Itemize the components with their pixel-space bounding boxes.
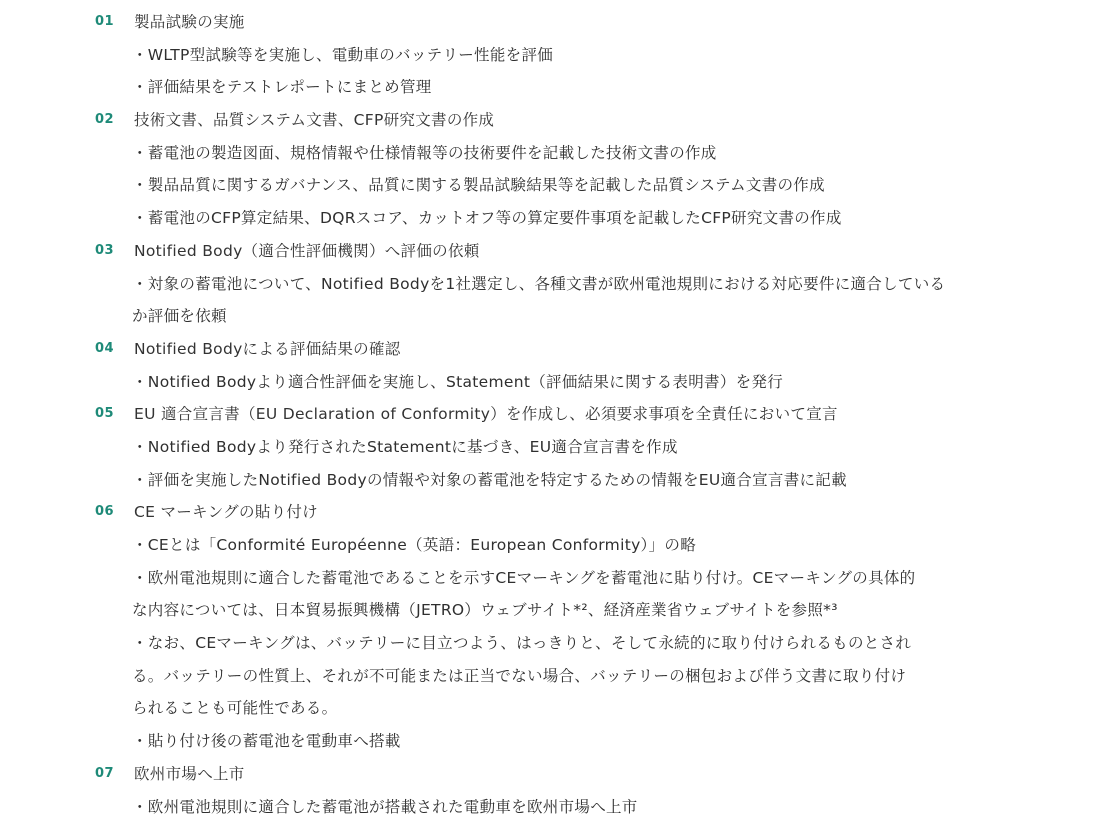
- step-title: Notified Bodyによる評価結果の確認: [134, 339, 401, 358]
- step-03-bullet: [0, 268, 1093, 301]
- bullet-text: ・Notified Bodyより適合性評価を実施し、Statement（評価結果に関する表明書）を発行: [132, 372, 784, 391]
- bullet-text: ・WLTP型試験等を実施し、電動車のバッテリー性能を評価: [132, 45, 554, 64]
- step-06-bullet: [0, 660, 1093, 693]
- step-06-bullet: [0, 529, 1093, 562]
- step-03-header: [0, 235, 1093, 268]
- bullet-text: られることも可能性である。: [132, 699, 338, 718]
- bullet-text: ・CEとは「Conformité Européenne（英語：European Conformity）」の略: [132, 536, 696, 554]
- step-number: 04: [95, 340, 115, 356]
- bullet-text: か評価を依頼: [132, 307, 227, 326]
- bullet-text: ・蓄電池のCFP算定結果、DQRスコア、カットオフ等の算定要件事項を記載したCFP研究文書の作成: [132, 209, 842, 228]
- bullet-text: ・評価を実施したNotified Bodyの情報や対象の蓄電池を特定するための情報をEU適合宣言書に記載: [132, 470, 847, 489]
- step-07-bullet: [0, 791, 1093, 824]
- step-05-bullet: [0, 431, 1093, 464]
- step-05-bullet: [0, 464, 1093, 497]
- step-title: 技術文書、品質システム文書、CFP研究文書の作成: [134, 111, 495, 130]
- bullet-text: ・蓄電池の製造図面、規格情報や仕様情報等の技術要件を記載した技術文書の作成: [132, 143, 717, 162]
- bullet-text: ・欧州電池規則に適合した蓄電池が搭載された電動車を欧州市場へ上市: [132, 797, 638, 816]
- step-01-header: [0, 6, 1093, 39]
- step-title: EU 適合宣言書（EU Declaration of Conformity）を作成し、必須要求事項を全責任において宣言: [134, 405, 838, 424]
- bullet-text: ・貼り付け後の蓄電池を電動車へ搭載: [132, 732, 401, 751]
- bullet-text: ・評価結果をテストレポートにまとめ管理: [132, 78, 432, 97]
- step-01-bullet: [0, 71, 1093, 104]
- step-title: CE マーキングの貼り付け: [134, 503, 318, 522]
- step-01-bullet: [0, 39, 1093, 72]
- step-03-bullet: [0, 300, 1093, 333]
- bullet-text: ・なお、CEマーキングは、バッテリーに目立つよう、はっきりと、そして永続的に取り付けられるものとされ: [132, 634, 912, 653]
- step-02-header: [0, 104, 1093, 137]
- bullet-text: な内容については、日本貿易振興機構（JETRO）ウェブサイト*²、経済産業省ウェブサイトを参照*³: [132, 601, 838, 620]
- step-number: 07: [95, 765, 115, 781]
- step-05-header: [0, 398, 1093, 431]
- step-number: 05: [95, 406, 115, 422]
- step-04-header: [0, 333, 1093, 366]
- step-title: 製品試験の実施: [134, 13, 245, 31]
- step-title: 欧州市場へ上市: [134, 764, 245, 783]
- step-06-header: [0, 496, 1093, 529]
- step-number: 02: [95, 112, 115, 128]
- bullet-text: る。バッテリーの性質上、それが不可能または正当でない場合、バッテリーの梱包および伴う文書に取り付け: [132, 666, 907, 685]
- step-06-bullet: [0, 627, 1093, 660]
- step-number: 01: [95, 14, 115, 29]
- step-02-bullet: [0, 137, 1093, 170]
- step-06-bullet: [0, 594, 1093, 627]
- step-02-bullet: [0, 202, 1093, 235]
- step-07-header: [0, 758, 1093, 791]
- step-title: Notified Body（適合性評価機関）へ評価の依頼: [134, 241, 480, 260]
- step-06-bullet: [0, 562, 1093, 595]
- bullet-text: ・製品品質に関するガバナンス、品質に関する製品試験結果等を記載した品質システム文書の作成: [132, 176, 825, 195]
- step-number: 06: [95, 504, 115, 520]
- step-04-bullet: [0, 366, 1093, 399]
- step-06-bullet: [0, 692, 1093, 725]
- bullet-text: ・欧州電池規則に適合した蓄電池であることを示すCEマーキングを蓄電池に貼り付け。CEマーキングの具体的: [132, 568, 916, 587]
- step-02-bullet: [0, 169, 1093, 202]
- bullet-text: ・Notified Bodyより発行されたStatementに基づき、EU適合宣言書を作成: [132, 437, 678, 456]
- bullet-text: ・対象の蓄電池について、Notified Bodyを1社選定し、各種文書が欧州電池規則における対応要件に適合している: [132, 274, 946, 293]
- step-number: 03: [95, 242, 115, 258]
- step-06-bullet: [0, 725, 1093, 758]
